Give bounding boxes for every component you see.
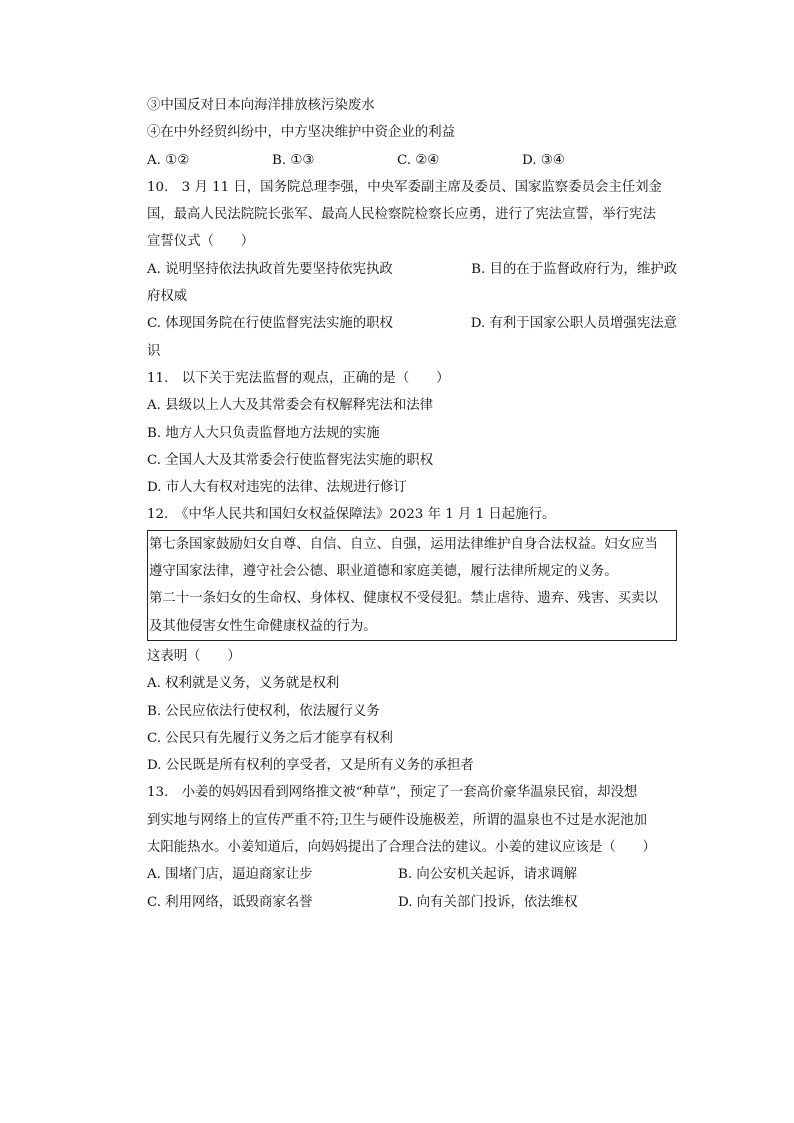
q12-option-b: B. 公民应依法行使权利，依法履行义务 — [147, 703, 380, 719]
q13-options-row1 — [147, 861, 677, 888]
q12-option-a: A. 权利就是义务，义务就是权利 — [147, 676, 340, 692]
q9-item-3: ③中国反对日本向海洋排放核污染废水 — [147, 98, 375, 113]
q13-option-a: A. 围堵门店，逼迫商家让步 — [147, 867, 313, 883]
q12-box-line2: 遵守国家法律，遵守社会公德、职业道德和家庭美德，履行法律所规定的义务。 — [149, 564, 618, 580]
q11-option-b: B. 地方人大只负责监督地方法规的实施 — [147, 425, 380, 441]
q13-stem-line3: 太阳能热水。小姜知道后，向妈妈提出了合理合法的建议。小姜的建议应该是（ ） — [147, 840, 656, 856]
q12-box-line4: 及其他侵害女性生命健康权益的行为。 — [149, 618, 377, 634]
q9-options — [147, 147, 677, 174]
q13-option-d: D. 向有关部门投诉，依法维权 — [398, 894, 578, 910]
q12-option-d: D. 公民既是所有权利的享受者，又是所有义务的承担者 — [147, 758, 474, 774]
q9-option-d: D. ③④ — [522, 152, 565, 168]
q12-law-excerpt-box — [147, 530, 677, 641]
q10-option-d: D. 有利于国家公职人员增强宪法意 — [470, 316, 677, 332]
q11-option-d: D. 市人大有权对违宪的法律、法规进行修订 — [147, 480, 407, 496]
q11-option-a: A. 县级以上人大及其常委会有权解释宪法和法律 — [147, 398, 433, 414]
q10-option-c: C. 体现国务院在行使监督宪法实施的职权 — [147, 316, 393, 332]
q10-stem-line2: 国，最高人民法院院长张军、最高人民检察院检察长应勇，进行了宪法宣誓，举行宪法 — [147, 207, 656, 223]
q12-stem: 12. 《中华人民共和国妇女权益保障法》2023 年 1 月 1 日起施行。 — [147, 507, 556, 523]
q9-option-a: A. ①② — [147, 152, 190, 168]
q13-option-c: C. 利用网络，诋毁商家名誉 — [147, 894, 313, 910]
q13-stem-line2: 到实地与网络上的宣传严重不符;卫生与硬件设施极差，所谓的温泉也不过是水泥池加 — [147, 812, 647, 828]
q12-after-box: 这表明（ ） — [147, 648, 241, 664]
q9-option-c: C. ②④ — [397, 152, 440, 168]
q11-stem: 11. 以下关于宪法监督的观点，正确的是（ ） — [147, 370, 450, 386]
q11-option-c: C. 全国人大及其常委会行使监督宪法实施的职权 — [147, 452, 434, 468]
q9-option-b: B. ①③ — [272, 152, 315, 168]
q13-options-row2 — [147, 889, 677, 916]
q12-box-line3: 第二十一条妇女的生命权、身体权、健康权不受侵犯。禁止虐待、遗弃、残害、买卖以 — [149, 591, 658, 607]
q9-item-4: ④在中外经贸纠纷中，中方坚决维护中资企业的利益 — [147, 125, 455, 141]
q10-option-d-cont: 识 — [147, 343, 161, 359]
q10-options-row1 — [147, 256, 677, 283]
q12-box-line1: 第七条国家鼓励妇女自尊、自信、自立、自强，运用法律维护自身合法权益。妇女应当 — [149, 536, 658, 552]
q10-stem-line1: 10. 3 月 11 日，国务院总理李强，中央军委副主席及委员、国家监察委员会主任刘金 — [147, 179, 662, 195]
q10-stem-line3: 宣誓仪式（ ） — [147, 234, 255, 250]
q10-option-b: B. 目的在于监督政府行为，维护政 — [471, 261, 677, 277]
q13-stem-line1: 13. 小姜的妈妈因看到网络推文被“种草”，预定了一套高价豪华温泉民宿，却没想 — [147, 785, 638, 801]
q10-option-b-cont: 府权威 — [147, 289, 188, 305]
q13-option-b: B. 向公安机关起诉，请求调解 — [398, 867, 578, 883]
q12-option-c: C. 公民只有先履行义务之后才能享有权利 — [147, 730, 393, 746]
exam-page — [147, 92, 677, 916]
q10-options-row2 — [147, 310, 677, 337]
q10-option-a: A. 说明坚持依法执政首先要坚持依宪执政 — [147, 261, 393, 277]
